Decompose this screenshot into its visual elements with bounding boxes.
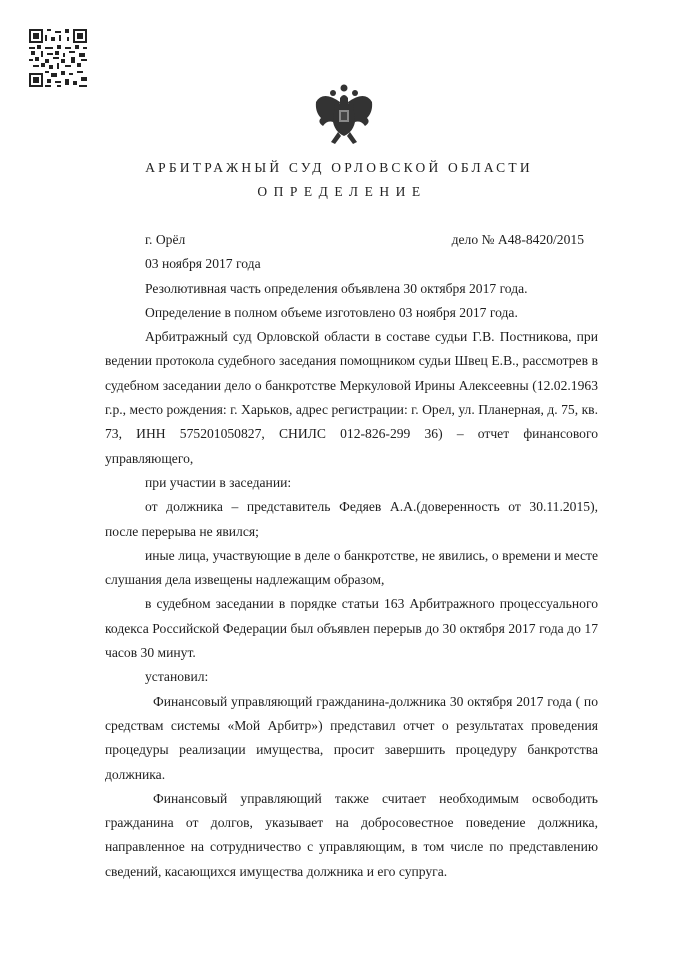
paragraph-recess: в судебном заседании в порядке статьи 163 Арбитражного процессуального кодекса Российской Федерации был объявлен перерыв до 30 октября 2017 года до 17 часов 30 минут. <box>105 596 598 661</box>
paragraph-participants-heading: при участии в заседании: <box>145 474 292 490</box>
case-number: дело № А48-8420/2015 <box>451 232 584 247</box>
city-case-row <box>105 228 598 252</box>
qr-code-icon <box>29 29 87 87</box>
full-text-date: Определение в полном объеме изготовлено 03 ноября 2017 года. <box>145 304 518 320</box>
paragraph-debt-release: Финансовый управляющий также считает необходимым освободить гражданина от долгов, указывает на добросовестное поведение должника, направленное на сотрудничество с управляющим, в том числе по представлению сведений, касающихся имущества должника и его супруга. <box>105 790 598 879</box>
paragraph-other-persons: иные лица, участвующие в деле о банкротстве, не явились, о времени и месте слушания дела извещены надлежащим образом, <box>105 547 598 588</box>
paragraph-debtor-representative: от должника – представитель Федяев А.А.(доверенность от 30.11.2015), после перерыва не явился; <box>105 499 598 539</box>
paragraph-court-composition: Арбитражный суд Орловской области в составе судьи Г.В. Постникова, при ведении протокола судебного заседания помощником судьи Швец Е.В., рассмотрев в судебном заседании дело о банкротстве Меркуловой Ирины Алексеевны (12.02.1963 г.р., место рождения: г. Харьков, адрес регистрации: г. Орел, ул. Планерная, д. 75, кв. 73, ИНН 575201050827, СНИЛС 012-826-299 36) – отчет финансового управляющего, <box>105 329 598 466</box>
operative-part-date: Резолютивная часть определения объявлена 30 октября 2017 года. <box>145 280 528 296</box>
city: г. Орёл <box>145 232 186 247</box>
paragraph-manager-report: Финансовый управляющий гражданина-должника 30 октября 2017 года ( по средствам системы «Мой Арбитр») представил отчет о результатах проведения процедуры реализации имущества, просит завершить процедуру банкротства должника. <box>105 693 598 782</box>
russian-coat-of-arms-icon <box>313 82 375 148</box>
document-type: ОПРЕДЕЛЕНИЕ <box>257 184 427 199</box>
document-body <box>105 228 598 884</box>
document-date: 03 ноября 2017 года <box>145 256 261 272</box>
paragraph-established-heading: установил: <box>145 669 209 685</box>
court-name: АРБИТРАЖНЫЙ СУД ОРЛОВСКОЙ ОБЛАСТИ <box>145 160 533 175</box>
